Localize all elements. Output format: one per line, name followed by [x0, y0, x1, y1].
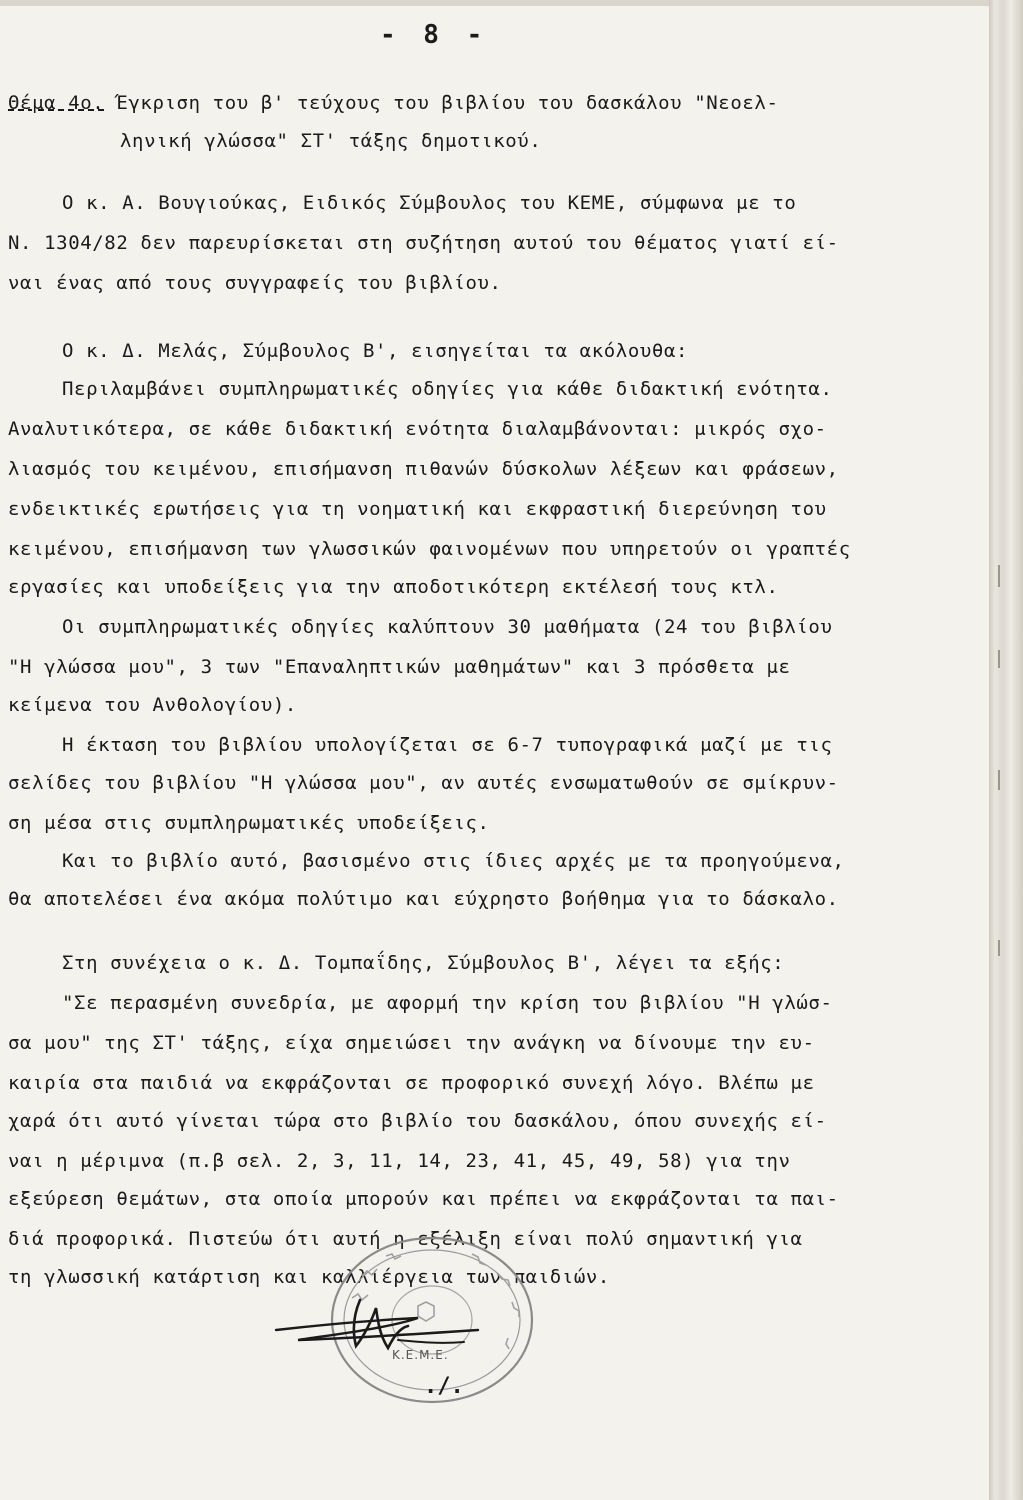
- text-line: Ο κ. Δ. Μελάς, Σύμβουλος Β', εισηγείται τα ακόλουθα:: [62, 340, 689, 362]
- topic-title-line-1: Έγκριση του β' τεύχους του βιβλίου του δασκάλου "Νεοελ-: [116, 92, 779, 114]
- text-line: κειμένου, επισήμανση των γλωσσικών φαινομένων που υπηρετούν οι γραπτές: [8, 538, 851, 560]
- text-line: κείμενα του Ανθολογίου).: [8, 694, 297, 716]
- edge-mark: [998, 565, 1000, 587]
- text-line: Αναλυτικότερα, σε κάθε διδακτική ενότητα διαλαμβάνονται: μικρός σχο-: [8, 418, 827, 440]
- stamp-label: Κ.Ε.Μ.Ε.: [392, 1348, 449, 1362]
- text-line: θα αποτελέσει ένα ακόμα πολύτιμο και εύχρηστο βοήθημα για το δάσκαλο.: [8, 888, 839, 910]
- text-line: ση μέσα στις συμπληρωματικές υποδείξεις.: [8, 812, 490, 834]
- text-line: τη γλωσσική κατάρτιση και καλλιέργεια των παιδιών.: [8, 1266, 610, 1288]
- edge-mark: [998, 650, 1000, 668]
- topic-heading: [8, 92, 779, 114]
- text-line: λιασμός του κειμένου, επισήμανση πιθανών δύσκολων λέξεων και φράσεων,: [8, 458, 839, 480]
- text-line: χαρά ότι αυτό γίνεται τώρα στο βιβλίο του δασκάλου, όπου συνεχής εί-: [8, 1110, 827, 1132]
- scan-top-edge: [0, 0, 1023, 6]
- text-line: ναι ένας από τους συγγραφείς του βιβλίου.: [8, 272, 502, 294]
- continuation-mark: ./.: [424, 1374, 464, 1399]
- text-line: Περιλαμβάνει συμπληρωματικές οδηγίες για κάθε διδακτική ενότητα.: [62, 378, 833, 400]
- edge-mark: [998, 770, 1000, 790]
- text-line: Οι συμπληρωματικές οδηγίες καλύπτουν 30 μαθήματα (24 του βιβλίου: [62, 616, 833, 638]
- text-line: σελίδες του βιβλίου "Η γλώσσα μου", αν αυτές ενσωματωθούν σε σμίκρυν-: [8, 772, 839, 794]
- text-line: εργασίες και υποδείξεις για την αποδοτικότερη εκτέλεσή τους κτλ.: [8, 576, 779, 598]
- scan-page-edge: [989, 0, 1023, 1500]
- text-line: Ο κ. Α. Βουγιούκας, Ειδικός Σύμβουλος του ΚΕΜΕ, σύμφωνα με το: [62, 192, 797, 214]
- topic-title-line-2: ληνική γλώσσα" ΣΤ' τάξης δημοτικού.: [120, 130, 542, 152]
- signature: [268, 1290, 498, 1380]
- text-line: καιρία στα παιδιά να εκφράζονται σε προφορικό συνεχή λόγο. Βλέπω με: [8, 1072, 815, 1094]
- text-line: Η έκταση του βιβλίου υπολογίζεται σε 6-7 τυπογραφικά μαζί με τις: [62, 734, 833, 756]
- text-line: σα μου" της ΣΤ' τάξης, είχα σημειώσει την ανάγκη να δίνουμε την ευ-: [8, 1032, 815, 1054]
- text-line: Ν. 1304/82 δεν παρευρίσκεται στη συζήτηση αυτού του θέματος γιατί εί-: [8, 232, 839, 254]
- text-line: "Η γλώσσα μου", 3 των "Επαναληπτικών μαθημάτων" και 3 πρόσθετα με: [8, 656, 791, 678]
- text-line: Και το βιβλίο αυτό, βασισμένο στις ίδιες αρχές με τα προηγούμενα,: [62, 850, 845, 872]
- topic-label: Θέμα 4ο.: [8, 92, 105, 114]
- text-line: εξεύρεση θεμάτων, στα οποία μπορούν και πρέπει να εκφράζονται τα παι-: [8, 1188, 839, 1210]
- text-line: Στη συνέχεια ο κ. Δ. Τομπαΐδης, Σύμβουλος Β', λέγει τα εξής:: [62, 952, 785, 974]
- text-line: διά προφορικά. Πιστεύω ότι αυτή η εξέλιξη είναι πολύ σημαντική για: [8, 1228, 803, 1250]
- page-number: - 8 -: [380, 20, 489, 50]
- edge-mark: [998, 940, 1000, 956]
- text-line: ναι η μέριμνα (π.β σελ. 2, 3, 11, 14, 23, 41, 45, 49, 58) για την: [8, 1150, 791, 1172]
- text-line: ενδεικτικές ερωτήσεις για τη νοηματική και εκφραστική διερεύνηση του: [8, 498, 827, 520]
- text-line: "Σε περασμένη συνεδρία, με αφορμή την κρίση του βιβλίου "Η γλώσ-: [62, 992, 833, 1014]
